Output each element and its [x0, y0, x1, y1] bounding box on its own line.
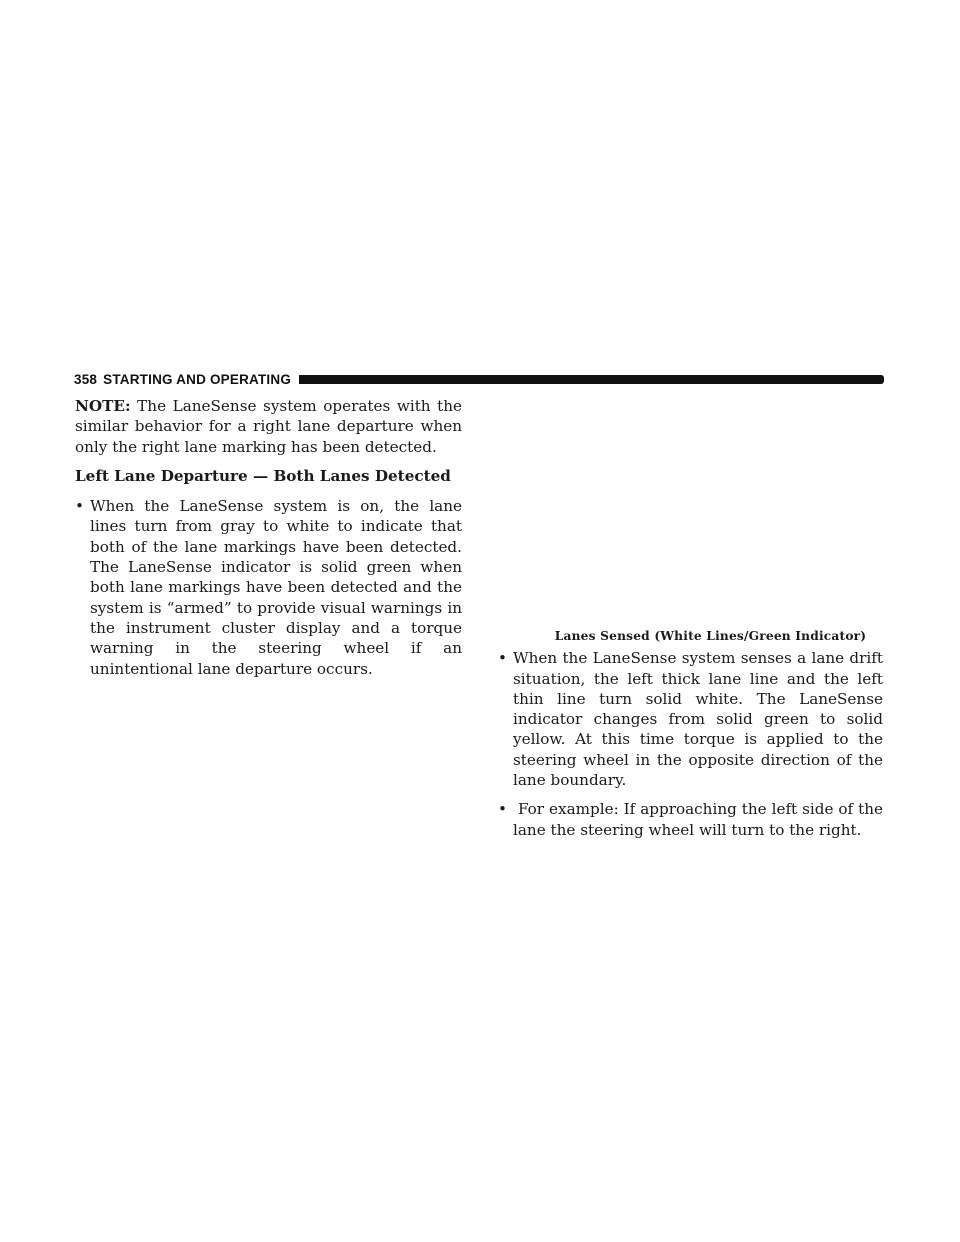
bullet-icon: • [75, 497, 84, 516]
bullet-icon: • [498, 649, 507, 668]
page-number: 358 [74, 371, 98, 387]
note-text: The LaneSense system operates with the similar behavior for a right lane departure when only the right lane marking has been detected. [75, 397, 463, 456]
list-item-text: When the LaneSense system is on, the lane lines turn from gray to white to indicate that both of the lane markings have been detected. The LaneSense indicator is solid green when both lane markings have been detected and the system is “armed” to provide visual warnings in the instrument cluster display and a torque warning in the steering wheel if an unintentional lane departure occurs. [90, 497, 462, 678]
section-subheading: Left Lane Departure — Both Lanes Detected [75, 466, 451, 485]
list-item [498, 648, 883, 790]
left-column [75, 396, 462, 679]
figure-caption: Lanes Sensed (White Lines/Green Indicator) [554, 629, 867, 643]
list-item [498, 799, 888, 840]
header-rule [299, 375, 884, 384]
list-item [75, 496, 462, 679]
bullet-icon: • [498, 800, 507, 819]
note-paragraph [75, 396, 462, 457]
note-label: NOTE: [75, 397, 131, 415]
right-column [498, 626, 888, 840]
section-title: STARTING AND OPERATING [103, 371, 292, 387]
page-header [74, 368, 884, 390]
list-item-text: When the LaneSense system senses a lane drift situation, the left thick lane line and the left thin line turn solid white. The LaneSense indicator changes from solid green to solid yellow. At this time torque is applied to the steering wheel in the opposite direction of the lane boundary. [513, 649, 883, 790]
header-text [74, 372, 291, 387]
list-item-text: For example: If approaching the left side of the lane the steering wheel will turn to the right. [513, 800, 888, 839]
